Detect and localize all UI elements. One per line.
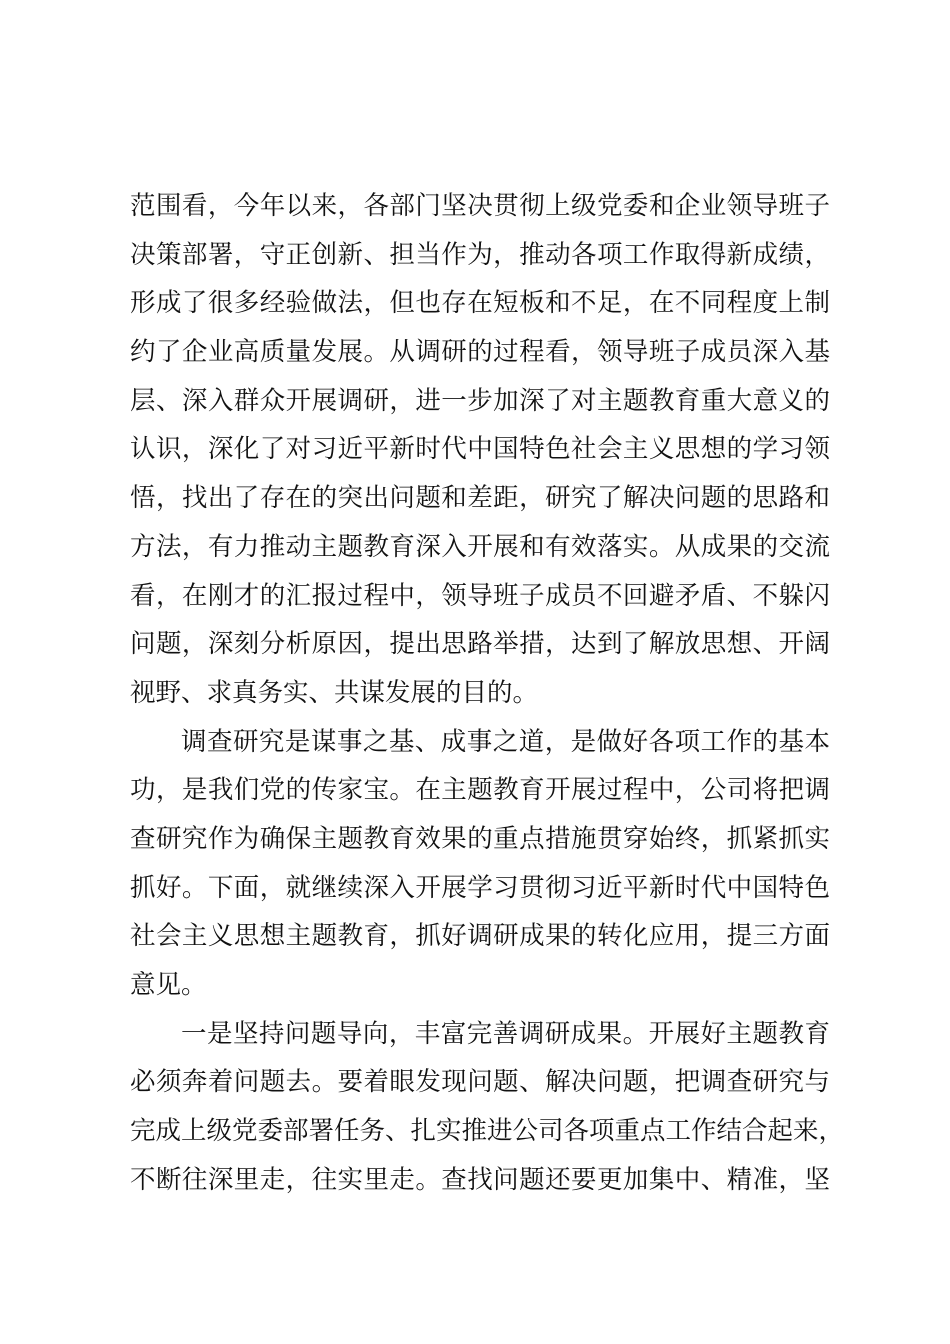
paragraph-3 [130,1010,845,1205]
text-line: 一是坚持问题导向，丰富完善调研成果。开展好主题教育 [181,1018,830,1049]
text-line: 悟，找出了存在的突出问题和差距，研究了解决问题的思路和 [130,483,830,514]
text-line: 看，在刚才的汇报过程中，领导班子成员不回避矛盾、不躲闪 [130,580,830,611]
text-line: 问题，深刻分析原因，提出思路举措，达到了解放思想、开阔 [130,629,830,660]
text-line: 形成了很多经验做法，但也存在短板和不足，在不同程度上制 [130,288,830,319]
text-line: 功，是我们党的传家宝。在主题教育开展过程中，公司将把调 [130,775,830,806]
text-line: 范围看，今年以来，各部门坚决贯彻上级党委和企业领导班子 [130,191,830,221]
paragraph-1 [130,182,830,718]
text-line: 意见。 [130,970,207,1000]
text-line: 方法，有力推动主题教育深入开展和有效落实。从成果的交流 [130,531,830,562]
body-text [130,182,845,1204]
text-line: 抓好。下面，就继续深入开展学习贯彻习近平新时代中国特色 [130,872,830,903]
text-line: 社会主义思想主题教育，抓好调研成果的转化应用，提三方面 [130,921,830,952]
text-line: 必须奔着问题去。要着眼发现问题、解决问题，把调查研究与 [130,1067,830,1098]
text-line: 约了企业高质量发展。从调研的过程看，领导班子成员深入基 [130,337,830,368]
text-line: 认识，深化了对习近平新时代中国特色社会主义思想的学习领 [130,434,830,465]
text-line: 决策部署，守正创新、担当作为，推动各项工作取得新成绩， [130,239,830,270]
text-line: 视野、求真务实、共谋发展的目的。 [130,677,539,708]
text-line: 查研究作为确保主题教育效果的重点措施贯穿始终，抓紧抓实 [130,823,830,854]
text-line: 层、深入群众开展调研，进一步加深了对主题教育重大意义的 [130,385,830,416]
text-line: 完成上级党委部署任务、扎实推进公司各项重点工作结合起来， [130,1116,845,1147]
paragraph-2 [130,718,830,1010]
text-line: 不断往深里走，往实里走。查找问题还要更加集中、精准，坚 [130,1164,830,1195]
text-line: 调查研究是谋事之基、成事之道，是做好各项工作的基本 [181,726,830,757]
